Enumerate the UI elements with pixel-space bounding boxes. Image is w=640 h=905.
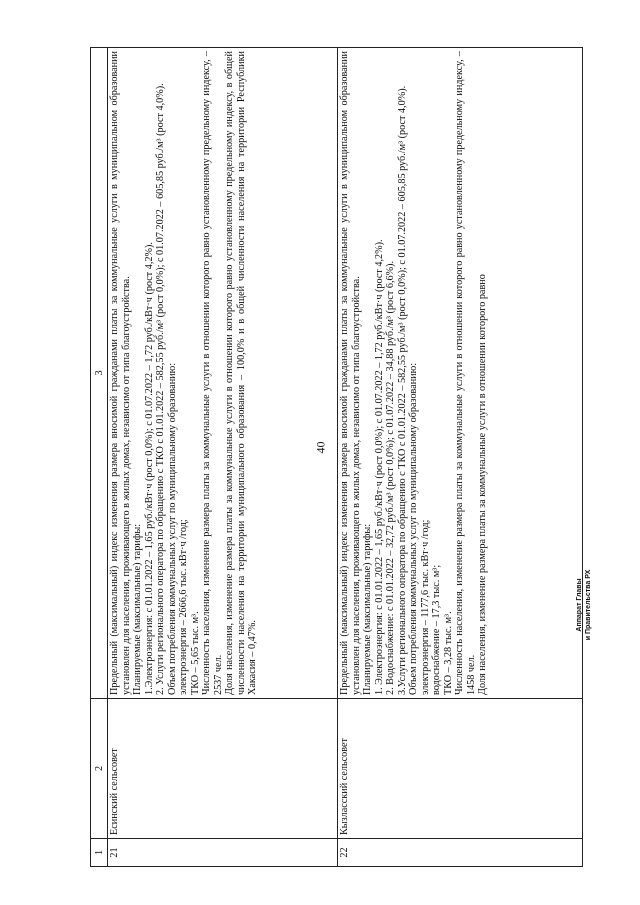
- description-line: Предельный (максимальный) индекс изменения размера вносимой гражданами платы за коммунальные услуги в муниципальном образовании установлен для населения, проживающего в жилых домах, независимо от типа благоустройства.: [109, 51, 132, 695]
- description-line: 1.Электроэнергия: с 01.01.2022 – 1,65 руб./кВт·ч (рост 0,0%); с 01.07.2022 – 1,72 руб./кВт·ч (рост 4,2%).: [143, 242, 155, 695]
- document-table-container: [90, 47, 583, 867]
- description-line: 2. Услуги регионального оператора по обращению с ТКО с 01.01.2022 – 582,55 руб./м³ (рост 0,0%); с 01.07.2022 – 605,85 руб./м³ (рост 4,0%).: [155, 83, 166, 695]
- table-header-row: [91, 48, 108, 867]
- description-line: 2. Водоснабжение: с 01.01.2022 – 32,72 руб./м³ (рост 0,0%); с 01.07.2022 – 34,88 руб./м³ (рост 6,6%).: [385, 260, 396, 695]
- municipality-name: Есинский сельсовет: [108, 699, 338, 839]
- description-line: 1. Электроэнергия: с 01.01.2022 – 1,65 руб./кВт·ч (рост 0,0%); с 01.07.2022 – 1,72 руб./кВт·ч (рост 4,2%).: [373, 239, 385, 695]
- description-line: ТКО – 5,65 тыс. м³.: [189, 611, 201, 695]
- row-description: [108, 48, 338, 699]
- stamp-line-1: Аппарат Главы: [576, 578, 583, 632]
- table-row: [108, 48, 338, 867]
- description-line: электроэнергия – 1177,6 тыс. кВт·ч /год;: [419, 519, 431, 695]
- tariff-table: [90, 47, 583, 867]
- description-line: Планируемые (максимальные) тарифы:: [132, 523, 143, 695]
- municipality-name: Кызласский сельсовет: [338, 699, 583, 839]
- stamp-line-2: и Правительства РХ: [585, 569, 592, 641]
- description-line: Планируемые (максимальные) тарифы:: [362, 523, 373, 695]
- row-number: 22: [338, 839, 583, 867]
- description-line: Предельный (максимальный) индекс изменения размера вносимой гражданами платы за коммунальные услуги в муниципальном образовании установлен для населения, проживающего в жилых домах, независимо от типа благоустройства.: [339, 51, 362, 695]
- table-row: [338, 48, 583, 867]
- header-col-1: 1: [91, 839, 108, 867]
- description-line: электроэнергия – 2666,6 тыс. кВт·ч /год;: [178, 519, 189, 695]
- description-line: Объем потребления коммунальных услуг по муниципальному образованию:: [166, 362, 178, 695]
- header-col-3: 3: [91, 48, 108, 699]
- page-number: 40: [313, 441, 328, 454]
- row-number: 21: [108, 839, 338, 867]
- header-col-2: 2: [91, 699, 108, 839]
- description-line: Численность населения, изменение размера платы за коммунальные услуги в отношении которого равно установленному предельному индексу, –1458 чел.: [454, 51, 477, 695]
- row-description: [338, 48, 583, 699]
- description-line: Объем потребления коммунальных услуг по муниципальному образованию:: [408, 362, 419, 695]
- description-line: 3.Услуги регионального оператора по обращению с ТКО с 01.01.2022 – 582,55 руб./м³ (рост 0,0%); с 01.07.2022 – 605,85 руб./м³ (рост 4,0%).: [396, 85, 408, 695]
- description-line: водоснабжение – 17,3 тыс. м³;: [431, 564, 442, 695]
- description-line: ТКО – 3,28 тыс. м³.: [442, 611, 454, 695]
- description-line: Численность населения, изменение размера платы за коммунальные услуги в отношении которого равно установленному предельному индексу, – 2537 чел.: [201, 51, 224, 695]
- description-line: Доля населения, изменение размера платы за коммунальные услуги в отношении которого равно: [477, 274, 488, 695]
- description-line: Доля населения, изменение размера платы за коммунальные услуги в отношении которого равно установленному предельному индексу, в общей численности населения на территории муниципального образования – 100,0% и в общей численности населения на территории Республики Хакасия – 0,47%.: [224, 51, 258, 695]
